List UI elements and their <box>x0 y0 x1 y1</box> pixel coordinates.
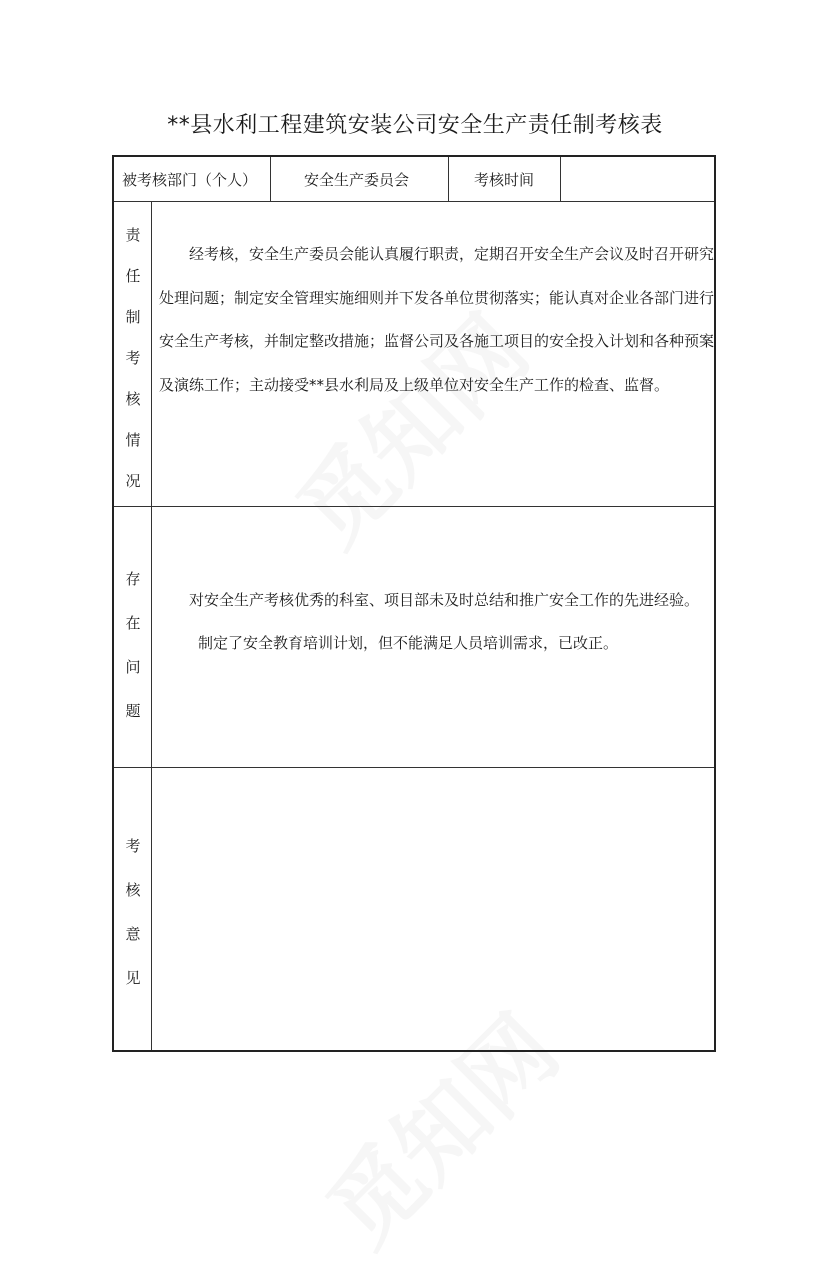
table-rule <box>560 157 561 201</box>
table-rule <box>448 157 449 201</box>
section-label-problems <box>114 557 152 733</box>
label-char: 制 <box>125 308 141 326</box>
label-char: 核 <box>125 390 141 408</box>
assessment-text <box>159 233 714 407</box>
opinion-field[interactable] <box>152 768 714 1050</box>
problems-text <box>159 579 714 665</box>
paragraph: 制定了安全教育培训计划，但不能满足人员培训需求，已改正。 <box>198 634 619 652</box>
table-rule <box>114 201 714 202</box>
label-char: 任 <box>125 267 141 285</box>
section-label-opinion <box>114 824 152 1000</box>
assessment-table <box>112 155 716 1052</box>
table-rule <box>114 506 714 507</box>
label-char: 意 <box>125 925 141 943</box>
label-char: 考 <box>125 837 141 855</box>
label-char: 核 <box>125 881 141 899</box>
label-char: 存 <box>125 570 141 588</box>
label-char: 考 <box>125 349 141 367</box>
label-char: 问 <box>125 658 141 676</box>
paragraph: 经考核，安全生产委员会能认真履行职责，定期召开安全生产会议及时召开研究处理问题；制定安全管理实施细则并下发各单位贯彻落实；能认真对企业各部门进行安全生产考核，并制定整改措施；监督公司及各施工项目的安全投入计划和各种预案及演练工作；主动接受**县水利局及上级单位对安全生产工作的检查、监督。 <box>159 245 715 394</box>
table-rule <box>270 157 271 201</box>
page-title: **县水利工程建筑安装公司安全生产责任制考核表 <box>167 113 663 138</box>
label-char: 责 <box>125 226 141 244</box>
label-char: 况 <box>125 472 141 490</box>
section-label-assessment <box>114 215 152 502</box>
dept-value: 安全生产委员会 <box>304 171 410 189</box>
label-char: 在 <box>125 614 141 632</box>
label-char: 见 <box>125 969 141 987</box>
label-char: 情 <box>125 431 141 449</box>
paragraph: 对安全生产考核优秀的科室、项目部未及时总结和推广安全工作的先进经验。 <box>189 591 700 609</box>
time-label: 考核时间 <box>474 171 535 189</box>
label-char: 题 <box>125 702 141 720</box>
dept-label: 被考核部门（个人） <box>122 171 258 189</box>
